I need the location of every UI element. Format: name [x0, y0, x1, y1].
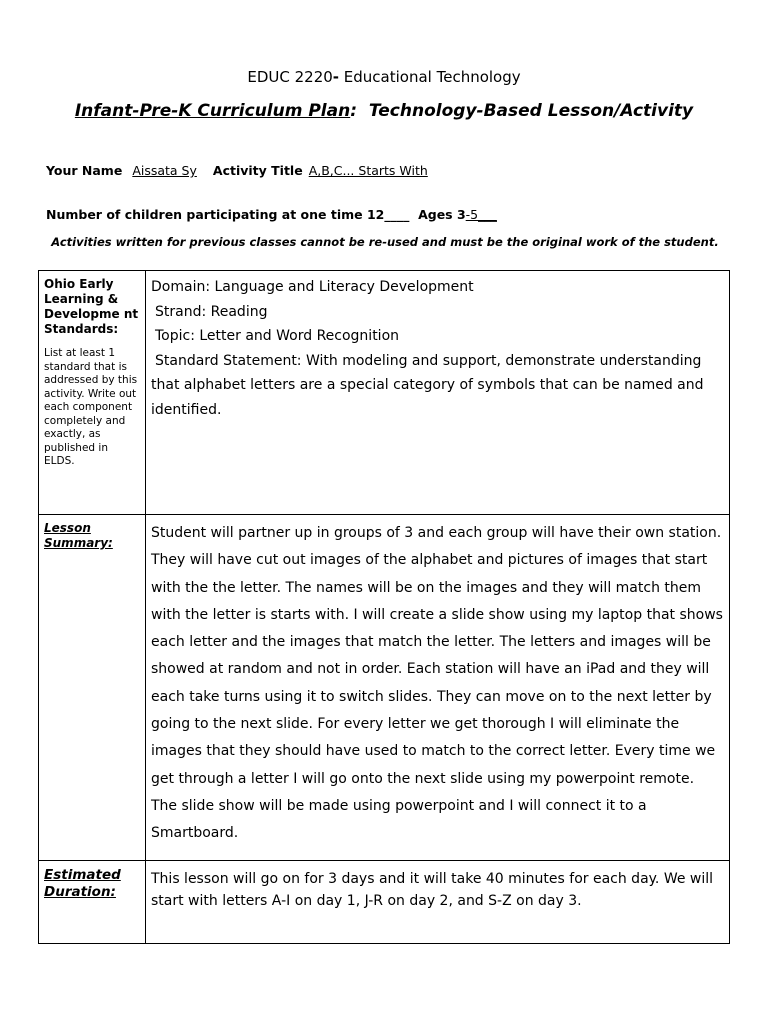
strand-text: Strand: Reading [155, 303, 268, 320]
standard-statement-text [151, 349, 723, 423]
activity-label: Activity Title [212, 163, 303, 178]
standards-row [39, 271, 730, 515]
children-label: Number of children participating at one time [46, 207, 367, 222]
duration-text: This lesson will go on for 3 days and it will take 40 minutes for each day. We will start with letters A-I on day 1, J-R on day 2, and S-Z on day 3. [151, 871, 714, 909]
summary-content-cell [146, 515, 730, 861]
duration-label-cell [39, 861, 146, 944]
course-separator: - [332, 68, 340, 86]
standards-instructions: List at least 1 standard that is addressed by this activity. Write out each component completely and exactly, as published in ELDS. [44, 347, 138, 467]
summary-label-cell [39, 515, 146, 861]
originality-note: Activities written for previous classes cannot be re-used and must be the original work of the student. [51, 235, 719, 249]
plan-title-main: Infant-Pre-K Curriculum Plan [74, 101, 351, 121]
curriculum-table [38, 270, 730, 944]
summary-text: Student will partner up in groups of 3 and each group will have their own station. They will have cut out images of the alphabet and pictures of images that start with the the letter. The names will be on the images and they will match them with the letter is starts with. I will create a slide show using my laptop that shows each letter and the images that match the letter. The letters and images will be showed at random and not in order. Each station will have an iPad and they will each take turns using it to switch slides. They can move on to the next letter by going to the next slide. For every letter we get thorough I will eliminate the images that they should have used to match to the correct letter. Every time we get through a letter I will go onto the next slide using my powerpoint remote. The slide show will be made using powerpoint and I will connect it to a Smartboard. [151, 525, 723, 842]
summary-row [39, 515, 730, 861]
standards-label-cell [39, 271, 146, 515]
children-value: 12____ [366, 207, 410, 222]
standards-content-cell [146, 271, 730, 515]
duration-content-cell [146, 861, 730, 944]
name-activity-row [46, 163, 428, 178]
name-label: Your Name [46, 163, 123, 178]
duration-label: Estimated Duration: [44, 867, 121, 900]
plan-title-sub: Technology-Based Lesson/Activity [357, 101, 694, 121]
course-heading [0, 68, 768, 86]
plan-title [0, 101, 768, 121]
children-ages-row [46, 207, 497, 222]
ages-label: Ages 3 [409, 207, 466, 222]
activity-value: A,B,C... Starts With [308, 163, 428, 178]
topic-text: Topic: Letter and Word Recognition [155, 328, 400, 344]
plan-title-colon: : [350, 101, 358, 121]
duration-row [39, 861, 730, 944]
domain-text: Domain: Language and Literacy Development [151, 279, 474, 295]
course-code: EDUC 2220 [247, 68, 333, 86]
summary-label: Lesson Summary: [44, 521, 113, 550]
standard-statement: Standard Statement: With modeling and support, demonstrate understanding that alphabet letters are a special category of symbols that can be named and identified. [151, 352, 704, 418]
name-value: Aissata Sy [132, 163, 197, 178]
ages-value: -5___ [465, 207, 497, 222]
course-name: Educational Technology [339, 68, 521, 86]
standards-label: Ohio Early Learning & Developme nt Standards: [44, 277, 139, 336]
